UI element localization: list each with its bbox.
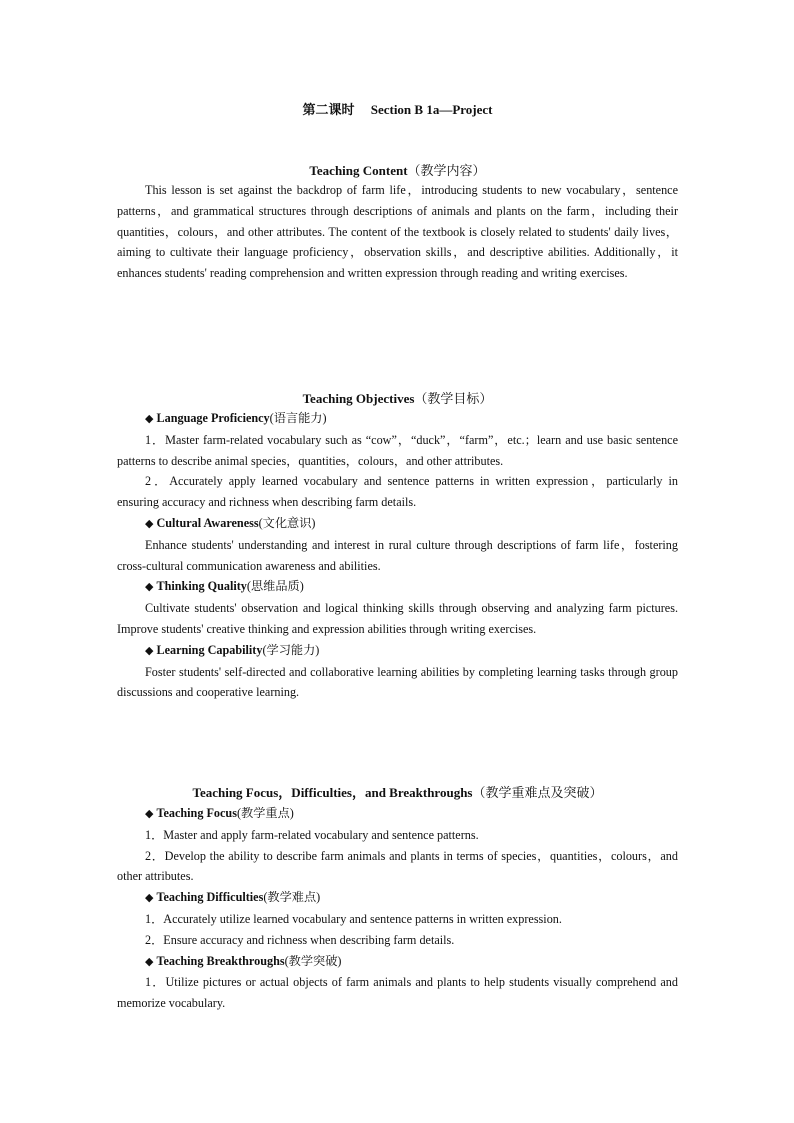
diamond-bullet-icon: ◆ xyxy=(145,643,154,657)
learning-capability-title: Learning Capability xyxy=(156,642,263,657)
learning-capability-heading xyxy=(117,640,678,662)
teaching-content-body: This lesson is set against the backdrop of farm life，introducing students to new vocabulary，sentence patterns，and grammatical structures through descriptions of animals and plants on the farm，including their quantities，colours，and other attributes. The content of the textbook is closely related to students' daily lives，aiming to cultivate their language proficiency，observation skills，and descriptive abilities. Additionally，it enhances students' reading comprehension and written expression through reading and writing exercises. xyxy=(117,183,678,281)
cultural-awareness-heading xyxy=(117,513,678,535)
breakthroughs-title: Teaching Breakthroughs xyxy=(156,953,285,968)
difficulties-subheading xyxy=(117,887,678,909)
breakthroughs-item-1: 1．Utilize pictures or actual objects of farm animals and plants to help students visually comprehend and memorize vocabulary. xyxy=(117,975,678,1011)
teaching-objectives-heading xyxy=(117,388,678,407)
thinking-quality-body: Cultivate students' observation and logical thinking skills through observing and analyzing farm pictures. Improve students' creative thinking and expression abilities through writing exercises. xyxy=(117,601,678,636)
language-proficiency-item-2: 2．Accurately apply learned vocabulary and sentence patterns in written expression，particularly in ensuring accuracy and richness when describing farm details. xyxy=(117,474,678,510)
thinking-quality-title-cn: (思维品质) xyxy=(246,579,304,594)
breakthroughs-subheading xyxy=(117,951,678,973)
teaching-content-heading-cn: （教学内容） xyxy=(407,163,486,178)
focus-title: Teaching Focus xyxy=(156,806,237,820)
cultural-awareness-title: Cultural Awareness xyxy=(156,515,259,530)
cultural-awareness-body: Enhance students' understanding and interest in rural culture through descriptions of farm life，fostering cross-cultural communication awareness and abilities. xyxy=(117,537,678,573)
teaching-objectives-heading-cn: （教学目标） xyxy=(414,391,493,406)
breakthroughs-title-cn: (教学突破) xyxy=(284,953,342,968)
teaching-objectives-heading-en: Teaching Objectives xyxy=(302,391,415,406)
diamond-bullet-icon: ◆ xyxy=(145,954,154,968)
teaching-content-heading-en: Teaching Content xyxy=(309,163,408,178)
cultural-awareness-title-cn: (文化意识) xyxy=(258,515,316,530)
page-title: 第二课时 Section B 1a—Project xyxy=(302,102,493,117)
teaching-focus-heading xyxy=(117,782,678,801)
thinking-quality-heading xyxy=(117,576,678,598)
teaching-focus-heading-cn: （教学重难点及突破） xyxy=(472,785,603,800)
language-proficiency-item-1: 1．Master farm-related vocabulary such as “cow”，“duck”，“farm”，etc.；learn and use basic sentence patterns to describe animal species，quantities，colours，and other attributes. xyxy=(117,432,678,468)
diamond-bullet-icon: ◆ xyxy=(145,580,154,594)
focus-title-cn: (教学重点) xyxy=(236,806,294,820)
difficulties-item-2: 2．Ensure accuracy and richness when describing farm details. xyxy=(145,932,455,947)
teaching-focus-section xyxy=(117,803,678,1014)
language-proficiency-heading xyxy=(117,408,678,430)
thinking-quality-title: Thinking Quality xyxy=(156,579,247,594)
teaching-objectives-section xyxy=(117,408,678,703)
difficulties-title: Teaching Difficulties xyxy=(156,890,264,905)
diamond-bullet-icon: ◆ xyxy=(145,412,154,425)
focus-item-1: 1．Master and apply farm-related vocabulary and sentence patterns. xyxy=(145,827,479,842)
focus-item-2: 2．Develop the ability to describe farm animals and plants in terms of species，quantities，colours，and other attributes. xyxy=(117,848,678,884)
difficulties-title-cn: (教学难点) xyxy=(263,890,321,905)
language-proficiency-title: Language Proficiency xyxy=(156,411,270,425)
language-proficiency-title-cn: (语言能力) xyxy=(269,411,327,425)
difficulties-item-1: 1．Accurately utilize learned vocabulary and sentence patterns in written expression. xyxy=(145,911,562,926)
diamond-bullet-icon: ◆ xyxy=(145,516,154,530)
teaching-content-section xyxy=(117,180,678,284)
focus-subheading xyxy=(117,803,678,825)
diamond-bullet-icon: ◆ xyxy=(145,807,154,820)
teaching-focus-heading-en: Teaching Focus，Difficulties，and Breakthroughs xyxy=(192,785,473,800)
learning-capability-body: Foster students' self-directed and collaborative learning abilities by completing learning tasks through group discussions and cooperative learning. xyxy=(117,664,678,700)
diamond-bullet-icon: ◆ xyxy=(145,891,154,905)
learning-capability-title-cn: (学习能力) xyxy=(262,642,320,657)
teaching-content-heading xyxy=(117,160,678,179)
